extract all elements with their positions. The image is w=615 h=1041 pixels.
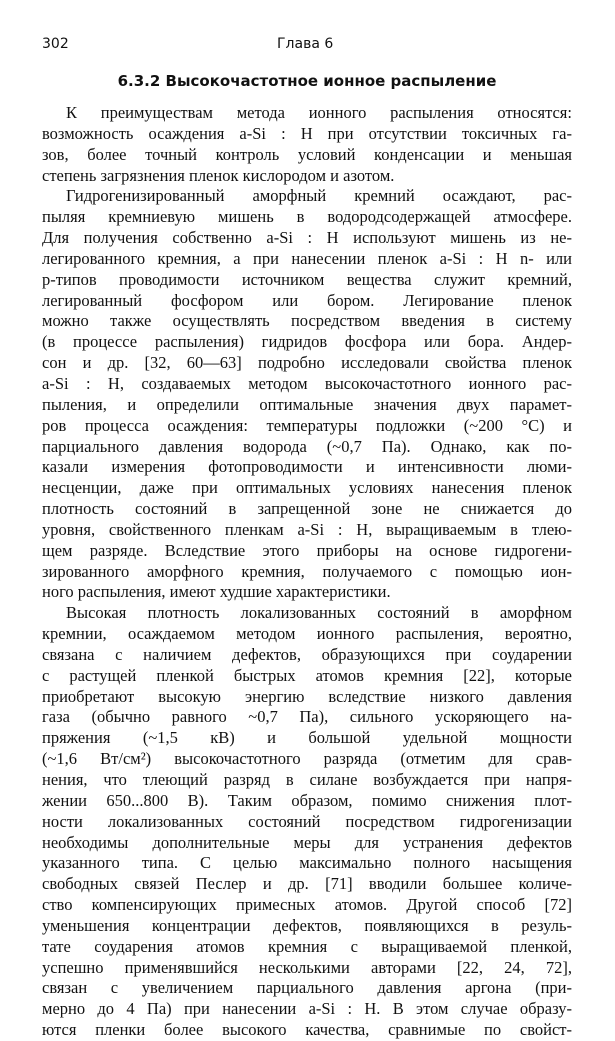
text-line: жении 650...800 В). Таким образом, помимо снижения плот- (42, 790, 572, 810)
text-line: Высокая плотность локализованных состояний в аморфном (66, 603, 572, 623)
text-line: казали измерения фотопроводимости и интенсивности люми- (42, 457, 572, 477)
paragraph-1 (42, 103, 572, 186)
text-line: пыляя кремниевую мишень в водородсодержащей атмосфере. (42, 207, 572, 227)
page-number: 302 (42, 36, 69, 52)
text-line: ство компенсирующих примесных атомов. Другой способ [72] (42, 895, 572, 915)
text-line: (в процессе распыления) гидридов фосфора или бора. Андер- (42, 332, 572, 352)
text-line: связана с наличием дефектов, образующихся при соударении (42, 644, 572, 664)
text-line: щем разряде. Вследствие этого приборы на основе гидрогени- (42, 540, 572, 560)
text-line: уменьшения концентрации дефектов, появляющихся в резуль- (42, 915, 572, 935)
text-line: a-Si : H, создаваемых методом высокочастотного ионного рас- (42, 373, 572, 393)
text-line: сон и др. [32, 60—63] подробно исследовали свойства пленок (42, 353, 572, 373)
text-line: зов, более точный контроль условий конденсации и меньшая (42, 144, 572, 164)
text-line: Для получения собственно a-Si : H используют мишень из не- (42, 228, 572, 248)
text-line: с растущей пленкой быстрых атомов кремния [22], которые (42, 665, 572, 685)
text-line: несценции, даже при оптимальных условиях нанесения пленок (42, 478, 572, 498)
text-line: необходимы дополнительные меры для устранения дефектов (42, 832, 572, 852)
text-line: степень загрязнения пленок кислородом и азотом. (42, 165, 395, 185)
text-line: нения, что тлеющий разряд в силане возбуждается при напря- (42, 770, 572, 789)
text-line: легированного кремния, а при нанесении пленок a-Si : H n- или (42, 248, 572, 268)
body-text (42, 103, 572, 1041)
text-line: указанного типа. С целью максимально полного насыщения (42, 853, 572, 873)
text-line: ности локализованных состояний посредством гидрогенизации (42, 811, 572, 831)
text-line: успешно применявшийся несколькими авторами [22, 24, 72], (42, 957, 572, 977)
text-line: газа (обычно равного ~0,7 Па), сильного ускоряющего на- (42, 707, 572, 727)
text-line: p-типов проводимости источником вещества служит кремний, (42, 269, 572, 289)
text-line: зированного аморфного кремния, получаемого с помощью ион- (42, 561, 572, 581)
text-line: пыления, и определили оптимальные значения двух парамет- (42, 394, 572, 414)
text-line: свободных связей Песлер и др. [71] вводили большее количе- (42, 874, 572, 894)
paragraph-3 (42, 603, 572, 1041)
text-line: плотность состояний в запрещенной зоне не снижается до (42, 499, 572, 519)
text-line: Гидрогенизированный аморфный кремний осаждают, рас- (66, 186, 572, 206)
text-line: тате соударения атомов кремния с выращиваемой пленкой, (42, 936, 572, 956)
text-line: (~1,6 Вт/см²) высокочастотного разряда (отметим для срав- (42, 749, 572, 769)
paragraph-2 (42, 186, 572, 603)
text-line: связан с увеличением парциального давления аргона (при- (42, 978, 572, 998)
page-header (42, 36, 572, 58)
section-heading: 6.3.2 Высокочастотное ионное распыление (117, 72, 497, 90)
text-line: пряжения (~1,5 кВ) и большой удельной мощности (42, 728, 572, 748)
text-line: ного распыления, имеют худшие характеристики. (42, 582, 391, 602)
text-line: можно также осуществлять посредством введения в систему (42, 311, 572, 331)
text-line: кремнии, осаждаемом методом ионного распыления, вероятно, (42, 624, 572, 644)
text-line: мерно до 4 Па) при нанесении a-Si : H. В этом случае образу- (42, 999, 572, 1019)
text-line: уровня, свойственного пленкам a-Si : H, выращиваемым в тлею- (42, 519, 572, 539)
text-line: легированный фосфором или бором. Легирование пленок (42, 290, 572, 310)
text-line: ются пленки более высокого качества, сравнимые по свойст- (42, 1020, 572, 1040)
text-line: ров процесса осаждения: температуры подложки (~200 °C) и (42, 415, 572, 435)
running-head: Глава 6 (277, 36, 334, 52)
text-line: парциального давления водорода (~0,7 Па). Однако, как по- (42, 436, 572, 456)
text-line: приобретают высокую энергию вследствие низкого давления (42, 686, 572, 706)
text-line: К преимуществам метода ионного распыления относятся: (66, 103, 572, 122)
text-line: возможность осаждения a-Si : H при отсутствии токсичных га- (42, 123, 572, 143)
